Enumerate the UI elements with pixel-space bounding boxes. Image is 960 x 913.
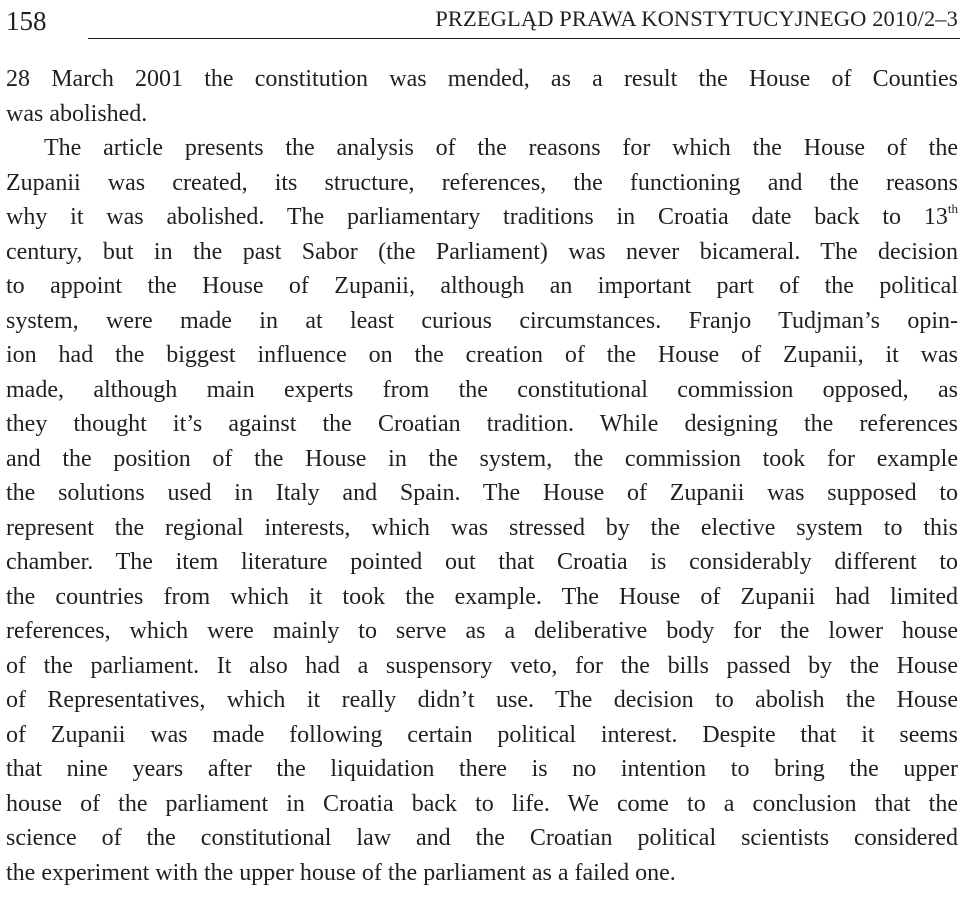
text-line: of Representatives, which it really didn’t use. The decision to abolish the House xyxy=(6,687,958,713)
page-header xyxy=(6,6,960,42)
text-line: the countries from which it took the example. The House of Zupanii had limited xyxy=(6,583,958,610)
text-line: The article presents the analysis of the reasons for which the House of the xyxy=(44,135,958,161)
page-number: 158 xyxy=(6,6,47,36)
running-title: PRZEGLĄD PRAWA KONSTYTUCYJNEGO 2010/2–3 xyxy=(435,6,958,31)
text-line: was abolished. xyxy=(6,100,148,127)
text-line: science of the constitutional law and the Croatian political scientists considered xyxy=(6,825,958,851)
text-line: house of the parliament in Croatia back to life. We come to a conclusion that the xyxy=(6,790,958,817)
text-line: why it was abolished. The parliamentary traditions in Croatia date back to 13th xyxy=(6,201,958,230)
abstract-text xyxy=(6,62,958,890)
text-line: ion had the biggest influence on the creation of the House of Zupanii, it was xyxy=(6,342,958,368)
superscript: th xyxy=(947,201,958,216)
text-line: and the position of the House in the system, the commission took for example xyxy=(6,445,958,472)
text-line: to appoint the House of Zupanii, although an important part of the political xyxy=(6,273,958,299)
header-rule xyxy=(88,38,960,39)
text-line: chamber. The item literature pointed out that Croatia is considerably different to xyxy=(6,549,958,575)
text-line: they thought it’s against the Croatian tradition. While designing the references xyxy=(6,411,958,437)
text-line: made, although main experts from the constitutional commission opposed, as xyxy=(6,376,958,403)
text-line: 28 March 2001 the constitution was mended, as a result the House of Counties xyxy=(6,66,958,92)
text-line: system, were made in at least curious circumstances. Franjo Tudjman’s opin- xyxy=(6,307,958,334)
text-line: century, but in the past Sabor (the Parliament) was never bicameral. The decision xyxy=(6,238,958,265)
text-line: references, which were mainly to serve as a deliberative body for the lower house xyxy=(6,618,958,644)
text-line: of the parliament. It also had a suspensory veto, for the bills passed by the House xyxy=(6,652,958,679)
text-line: the experiment with the upper house of the parliament as a failed one. xyxy=(6,859,676,886)
text-line: the solutions used in Italy and Spain. The House of Zupanii was supposed to xyxy=(6,480,958,506)
text-line: that nine years after the liquidation there is no intention to bring the upper xyxy=(6,756,958,782)
text-line: represent the regional interests, which was stressed by the elective system to this xyxy=(6,514,958,541)
text-line: Zupanii was created, its structure, references, the functioning and the reasons xyxy=(6,169,958,196)
text-line: of Zupanii was made following certain political interest. Despite that it seems xyxy=(6,721,958,748)
